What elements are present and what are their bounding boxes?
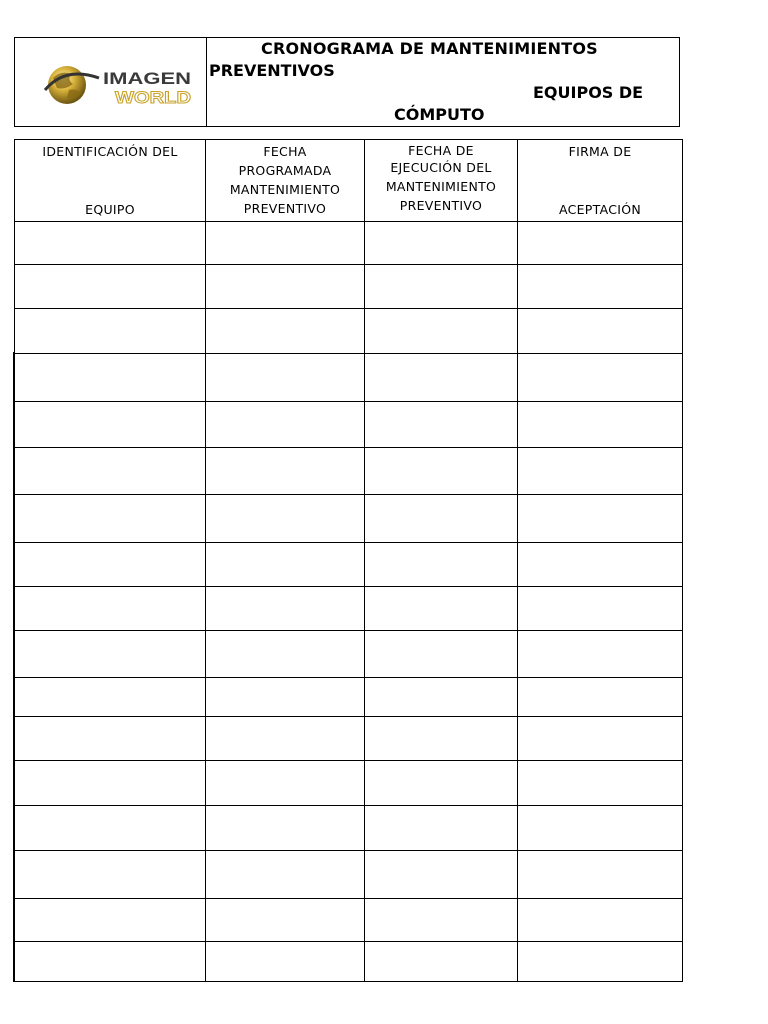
table-cell[interactable] xyxy=(518,717,683,761)
table-row xyxy=(15,631,683,678)
table-row xyxy=(15,806,683,851)
table-cell[interactable] xyxy=(206,678,365,717)
table-cell[interactable] xyxy=(206,402,365,448)
table-cell[interactable] xyxy=(365,899,518,942)
table-row xyxy=(15,354,683,402)
table-cell[interactable] xyxy=(15,587,206,631)
table-cell[interactable] xyxy=(206,851,365,899)
table-row xyxy=(15,678,683,717)
column-header-label-top: FIRMA DE xyxy=(568,144,632,159)
table-row xyxy=(15,265,683,309)
table-row xyxy=(15,587,683,631)
table-row xyxy=(15,717,683,761)
table-cell[interactable] xyxy=(365,587,518,631)
table-cell[interactable] xyxy=(365,806,518,851)
table-cell[interactable] xyxy=(365,448,518,495)
logo-word-imagen: IMAGEN xyxy=(103,69,191,88)
table-cell[interactable] xyxy=(365,761,518,806)
table-cell[interactable] xyxy=(206,717,365,761)
table-cell[interactable] xyxy=(365,717,518,761)
table-cell[interactable] xyxy=(518,761,683,806)
table-cell[interactable] xyxy=(15,354,206,402)
table-cell[interactable] xyxy=(518,851,683,899)
table-cell[interactable] xyxy=(518,806,683,851)
table-cell[interactable] xyxy=(518,354,683,402)
table-cell[interactable] xyxy=(206,899,365,942)
maintenance-schedule-table xyxy=(14,139,683,982)
table-cell[interactable] xyxy=(206,354,365,402)
table-cell[interactable] xyxy=(15,851,206,899)
table-cell[interactable] xyxy=(518,631,683,678)
table-row xyxy=(15,899,683,942)
table-row xyxy=(15,448,683,495)
page-title-line-3: EQUIPOS DE xyxy=(533,83,644,102)
table-row xyxy=(15,495,683,543)
table-cell[interactable] xyxy=(206,942,365,982)
column-header-line: FECHA DE xyxy=(408,143,474,158)
table-cell[interactable] xyxy=(518,222,683,265)
table-cell[interactable] xyxy=(365,309,518,354)
table-cell[interactable] xyxy=(15,543,206,587)
table-row xyxy=(15,309,683,354)
table-cell[interactable] xyxy=(365,402,518,448)
table-cell[interactable] xyxy=(15,402,206,448)
table-cell[interactable] xyxy=(15,678,206,717)
table-cell[interactable] xyxy=(518,448,683,495)
table-cell[interactable] xyxy=(365,851,518,899)
table-cell[interactable] xyxy=(518,587,683,631)
table-cell[interactable] xyxy=(15,222,206,265)
table-cell[interactable] xyxy=(206,806,365,851)
table-cell[interactable] xyxy=(518,942,683,982)
column-header-label-bottom: EQUIPO xyxy=(85,202,135,217)
table-row xyxy=(15,222,683,265)
logo-word-world: WORLD xyxy=(115,88,191,107)
table-cell[interactable] xyxy=(365,678,518,717)
table-cell[interactable] xyxy=(15,942,206,982)
column-header-line: MANTENIMIENTO xyxy=(385,179,497,194)
column-header-equipment-id xyxy=(15,140,206,222)
table-cell[interactable] xyxy=(365,265,518,309)
column-header-execution-date xyxy=(365,140,518,222)
table-cell[interactable] xyxy=(206,448,365,495)
table-cell[interactable] xyxy=(518,899,683,942)
table-cell[interactable] xyxy=(206,265,365,309)
column-header-line: EJECUCIÓN DEL xyxy=(390,160,492,175)
page-title-line-2: PREVENTIVOS xyxy=(209,61,335,80)
column-header-label-bottom: ACEPTACIÓN xyxy=(558,202,642,217)
table-cell[interactable] xyxy=(518,495,683,543)
table-cell[interactable] xyxy=(206,631,365,678)
table-cell[interactable] xyxy=(518,309,683,354)
table-row xyxy=(15,761,683,806)
table-body xyxy=(15,222,683,982)
table-cell[interactable] xyxy=(15,265,206,309)
table-cell[interactable] xyxy=(365,354,518,402)
document-header xyxy=(14,37,680,127)
column-header-line: MANTENIMIENTO xyxy=(229,182,341,197)
table-cell[interactable] xyxy=(15,899,206,942)
table-row xyxy=(15,942,683,982)
table-cell[interactable] xyxy=(206,495,365,543)
table-cell[interactable] xyxy=(365,495,518,543)
table-cell[interactable] xyxy=(365,543,518,587)
table-cell[interactable] xyxy=(365,631,518,678)
table-cell[interactable] xyxy=(15,448,206,495)
column-header-line: PREVENTIVO xyxy=(243,201,327,216)
table-row xyxy=(15,402,683,448)
table-cell[interactable] xyxy=(365,942,518,982)
logo-cell xyxy=(15,38,207,126)
table-cell[interactable] xyxy=(518,265,683,309)
table-cell[interactable] xyxy=(15,717,206,761)
table-cell[interactable] xyxy=(206,761,365,806)
globe-logo-icon xyxy=(43,60,195,110)
column-header-line: PREVENTIVO xyxy=(399,198,483,213)
table-cell[interactable] xyxy=(15,631,206,678)
table-left-border xyxy=(13,352,15,982)
column-header-signature xyxy=(518,140,683,222)
table-cell[interactable] xyxy=(206,309,365,354)
table-row xyxy=(15,851,683,899)
table-header-row xyxy=(15,140,683,222)
table-row xyxy=(15,543,683,587)
column-header-scheduled-date xyxy=(206,140,365,222)
table-cell[interactable] xyxy=(518,543,683,587)
table-cell[interactable] xyxy=(15,806,206,851)
table-cell[interactable] xyxy=(206,222,365,265)
column-header-line: FECHA xyxy=(263,144,307,159)
table-cell[interactable] xyxy=(206,543,365,587)
table-cell[interactable] xyxy=(518,678,683,717)
table-cell[interactable] xyxy=(206,587,365,631)
table-cell[interactable] xyxy=(15,761,206,806)
table-cell[interactable] xyxy=(15,309,206,354)
table-cell[interactable] xyxy=(365,222,518,265)
table-cell[interactable] xyxy=(15,495,206,543)
page-title-line-1: CRONOGRAMA DE MANTENIMIENTOS xyxy=(261,39,598,58)
table-cell[interactable] xyxy=(518,402,683,448)
column-header-line: PROGRAMADA xyxy=(238,163,332,178)
page-title-line-4: CÓMPUTO xyxy=(394,105,485,124)
column-header-label-top: IDENTIFICACIÓN DEL xyxy=(42,144,178,159)
